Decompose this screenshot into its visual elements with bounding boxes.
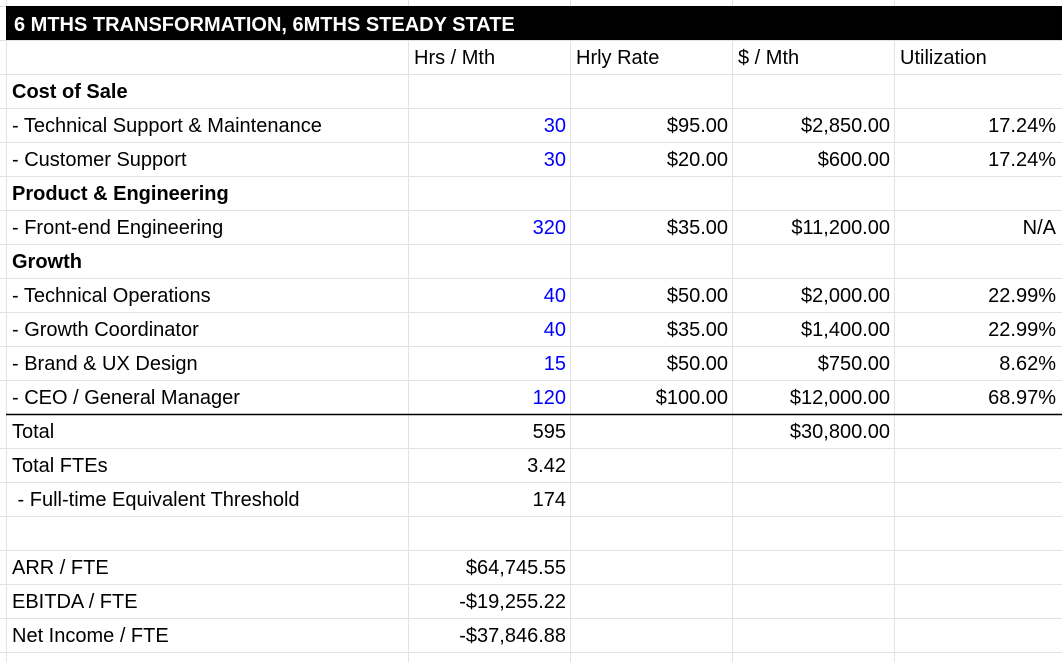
cost-cell[interactable]: $1,400.00 (801, 319, 890, 341)
hrs-cell[interactable]: 40 (543, 285, 566, 307)
cost-cell[interactable]: $12,000.00 (789, 387, 890, 409)
role-label[interactable]: - Technical Operations (12, 285, 211, 307)
role-label[interactable]: - Technical Support & Maintenance (12, 115, 322, 137)
metric-value[interactable]: -$19,255.22 (459, 591, 566, 613)
ftes-label[interactable]: Total FTEs (12, 455, 108, 477)
cost-cell[interactable]: $750.00 (817, 353, 890, 375)
ftes-row (0, 448, 1062, 482)
table-row (0, 108, 1062, 142)
hrs-cell[interactable]: 320 (532, 217, 566, 239)
threshold-label[interactable]: - Full-time Equivalent Threshold (12, 489, 300, 511)
section-growth (0, 244, 1062, 278)
section-label[interactable]: Product & Engineering (12, 183, 229, 205)
cost-cell[interactable]: $2,850.00 (801, 115, 890, 137)
sheet-title: 6 MTHS TRANSFORMATION, 6MTHS STEADY STATE (14, 14, 515, 36)
header-utilization[interactable]: Utilization (900, 47, 987, 69)
util-cell[interactable]: N/A (1022, 217, 1056, 239)
rate-cell[interactable]: $35.00 (666, 319, 728, 341)
rate-cell[interactable]: $100.00 (655, 387, 728, 409)
table-row (0, 312, 1062, 346)
util-cell[interactable]: 22.99% (988, 285, 1056, 307)
rate-cell[interactable]: $20.00 (666, 149, 728, 171)
hrs-cell[interactable]: 30 (543, 149, 566, 171)
ftes-value[interactable]: 3.42 (527, 455, 566, 477)
cost-cell[interactable]: $2,000.00 (801, 285, 890, 307)
section-label[interactable]: Cost of Sale (12, 81, 128, 103)
util-cell[interactable]: 8.62% (999, 353, 1056, 375)
section-cost-of-sale (0, 74, 1062, 108)
metric-label[interactable]: ARR / FTE (12, 557, 109, 579)
role-label[interactable]: - Front-end Engineering (12, 217, 224, 239)
cost-cell[interactable]: $11,200.00 (791, 217, 890, 239)
rate-cell[interactable]: $35.00 (666, 217, 728, 239)
threshold-value[interactable]: 174 (532, 489, 566, 511)
header-row (0, 40, 1062, 74)
table-row (0, 346, 1062, 380)
util-cell[interactable]: 17.24% (988, 149, 1056, 171)
role-label[interactable]: - Growth Coordinator (12, 319, 199, 341)
role-label[interactable]: - Customer Support (12, 149, 187, 171)
table-row (0, 142, 1062, 176)
total-row (0, 414, 1062, 448)
total-cost[interactable]: $30,800.00 (789, 421, 890, 443)
metric-row (0, 618, 1062, 652)
total-hrs[interactable]: 595 (532, 421, 566, 443)
header-hrs[interactable]: Hrs / Mth (414, 47, 496, 69)
hrs-cell[interactable]: 30 (543, 115, 566, 137)
hrs-cell[interactable]: 120 (532, 387, 566, 409)
util-cell[interactable]: 68.97% (988, 387, 1056, 409)
section-label[interactable]: Growth (12, 251, 82, 273)
metric-row (0, 550, 1062, 584)
util-cell[interactable]: 17.24% (988, 115, 1056, 137)
header-rate[interactable]: Hrly Rate (576, 47, 660, 69)
hrs-cell[interactable]: 40 (543, 319, 566, 341)
rate-cell[interactable]: $50.00 (666, 353, 728, 375)
rate-cell[interactable]: $50.00 (666, 285, 728, 307)
header-cost[interactable]: $ / Mth (738, 47, 800, 69)
role-label[interactable]: - Brand & UX Design (12, 353, 198, 375)
metric-label[interactable]: EBITDA / FTE (12, 591, 138, 613)
metric-row (0, 584, 1062, 618)
role-label[interactable]: - CEO / General Manager (12, 387, 240, 409)
util-cell[interactable]: 22.99% (988, 319, 1056, 341)
rate-cell[interactable]: $95.00 (666, 115, 728, 137)
table-row (0, 380, 1062, 414)
table-row (0, 210, 1062, 244)
metric-value[interactable]: $64,745.55 (465, 557, 566, 579)
hrs-cell[interactable]: 15 (543, 353, 566, 375)
metric-value[interactable]: -$37,846.88 (459, 625, 566, 647)
cost-cell[interactable]: $600.00 (817, 149, 890, 171)
table-row (0, 278, 1062, 312)
total-label[interactable]: Total (12, 421, 55, 443)
section-product-engineering (0, 176, 1062, 210)
metric-label[interactable]: Net Income / FTE (12, 625, 169, 647)
threshold-row (0, 482, 1062, 516)
